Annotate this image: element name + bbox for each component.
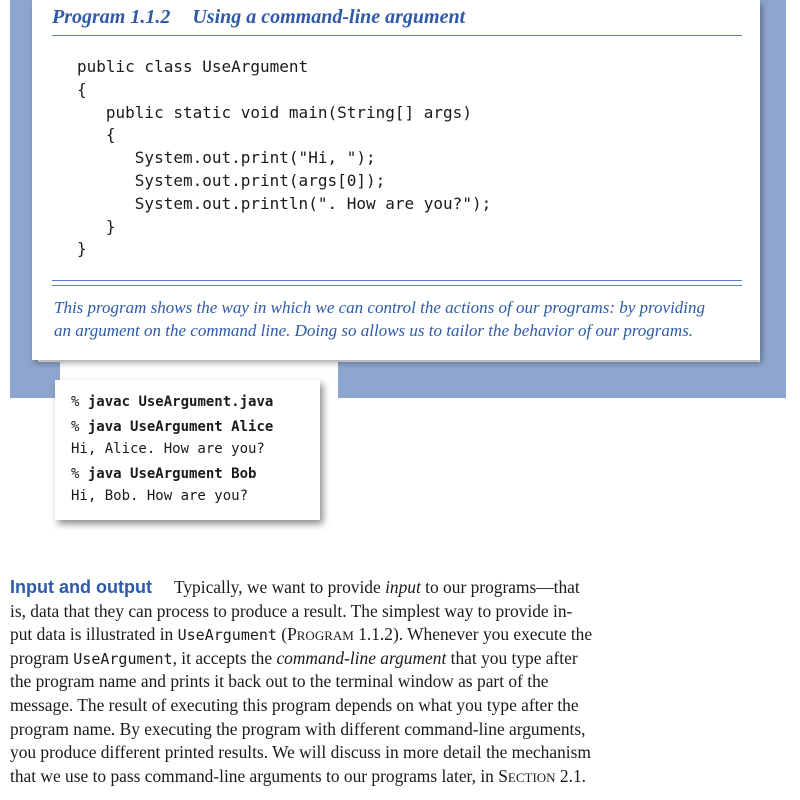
body-paragraph bbox=[10, 576, 710, 788]
body-text-span: 1.1.2). Whenever you execute the bbox=[353, 624, 593, 645]
program-title bbox=[52, 6, 742, 36]
body-line: message. The result of executing this program depends on what you type after the bbox=[10, 694, 579, 715]
caption-line: This program shows the way in which we can control the actions of our programs: by providing bbox=[54, 298, 706, 317]
code-listing bbox=[77, 56, 491, 261]
terminal-prompt: % bbox=[71, 419, 80, 435]
code-line: System.out.println(". How are you?"); bbox=[77, 193, 492, 213]
frame-shade-bottom-left bbox=[10, 362, 60, 398]
body-line: you produce different printed results. We will discuss in more detail the mechanism bbox=[10, 742, 591, 763]
code-line: { bbox=[77, 125, 116, 145]
caption-line: an argument on the command line. Doing so allows us to tailor the behavior of our programs. bbox=[54, 321, 694, 340]
code-line: System.out.print(args[0]); bbox=[77, 170, 386, 190]
code-line: public static void main(String[] args) bbox=[77, 102, 472, 122]
body-text-span: put data is illustrated in bbox=[10, 624, 178, 645]
terminal-session-box bbox=[55, 380, 320, 520]
body-line bbox=[10, 647, 710, 671]
body-text-span: to our programs—that bbox=[420, 577, 580, 597]
body-text-span: program bbox=[10, 647, 74, 668]
terminal-output-line: Hi, Alice. How are you? bbox=[71, 441, 265, 457]
code-line: } bbox=[77, 216, 116, 236]
code-line: { bbox=[77, 79, 87, 99]
body-line: is, data that they can process to produce a result. The simplest way to provide in- bbox=[10, 600, 573, 621]
double-rule-divider bbox=[52, 280, 742, 286]
frame-shade-right bbox=[760, 0, 786, 398]
terminal-command: javac UseArgument.java bbox=[87, 394, 274, 410]
program-listing-box bbox=[32, 0, 760, 360]
program-caption bbox=[54, 296, 754, 342]
inline-code: UseArgument bbox=[177, 626, 277, 645]
body-emphasis: input bbox=[385, 577, 421, 597]
terminal-command-line bbox=[71, 394, 273, 410]
terminal-command: java UseArgument Alice bbox=[87, 419, 274, 435]
body-line: program name. By executing the program with different command-line arguments, bbox=[10, 718, 586, 739]
terminal-prompt: % bbox=[71, 394, 80, 410]
body-text-span: that you type after bbox=[446, 647, 578, 668]
terminal-command-line bbox=[71, 466, 256, 482]
body-line bbox=[10, 623, 710, 647]
body-line bbox=[10, 765, 710, 789]
program-title-text: Using a command-line argument bbox=[192, 6, 466, 28]
code-line: System.out.print("Hi, "); bbox=[77, 148, 376, 168]
terminal-output-line: Hi, Bob. How are you? bbox=[71, 488, 249, 504]
body-line bbox=[10, 576, 710, 600]
code-line: public class UseArgument bbox=[77, 57, 309, 76]
frame-shade-bottom-right bbox=[338, 362, 786, 398]
body-line: the program name and prints it back out to the terminal window as part of the bbox=[10, 671, 549, 692]
body-text-span: Typically, we want to provide bbox=[173, 577, 386, 597]
small-caps-text: ROGRAM bbox=[296, 628, 354, 644]
terminal-prompt: % bbox=[71, 466, 80, 482]
small-caps-text: S bbox=[498, 765, 508, 786]
small-caps-text: P bbox=[287, 624, 297, 645]
terminal-command-line bbox=[71, 419, 273, 435]
body-text-span: ( bbox=[276, 624, 288, 645]
body-text-span: 2.1. bbox=[555, 765, 587, 786]
body-text-span: , it accepts the bbox=[172, 647, 277, 668]
terminal-command: java UseArgument Bob bbox=[87, 466, 257, 482]
small-caps-text: ECTION bbox=[507, 769, 556, 785]
body-text-span: that we use to pass command-line arguments to our programs later, in bbox=[10, 765, 499, 786]
code-line: } bbox=[77, 239, 87, 259]
inline-code: UseArgument bbox=[73, 649, 173, 668]
program-number: Program 1.1.2 bbox=[52, 6, 171, 28]
section-heading: Input and output bbox=[10, 577, 152, 597]
body-emphasis: command-line argument bbox=[276, 647, 447, 668]
